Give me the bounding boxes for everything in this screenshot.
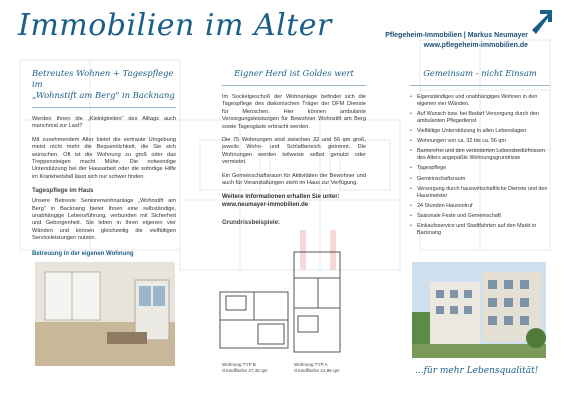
divider	[222, 85, 366, 86]
column-heading: Eigner Herd ist Goldes wert	[234, 68, 354, 78]
info-line: Weitere Informationen erhalten Sie unter:	[222, 194, 340, 201]
building-exterior-photo	[412, 262, 546, 358]
floorplan-type-b	[218, 290, 290, 352]
list-item: • Tagespflege	[410, 165, 550, 172]
list-item: • Wohnungen von ca. 32 bis ca. 56 qm	[410, 138, 550, 145]
plan-name: Wohnung TYP A	[294, 362, 328, 367]
feature-list	[410, 94, 550, 237]
brand-url: www.pflegeheim-immobilien.de	[423, 42, 528, 49]
slogan: ...für mehr Lebensqualität!	[415, 366, 539, 376]
column-eigener-herd	[222, 68, 366, 230]
brand-name: Pflegeheim-Immobilien | Markus Neumayer	[385, 32, 528, 39]
floorplan-label: Grundrissbeispiele:	[222, 219, 281, 227]
paragraph: Werden Ihnen die „Kleinigkeiten" des Alltags auch manchmal zur Last?	[32, 116, 176, 130]
paragraph: Unsere Betreute Seniorenwohnanlage „Wohnstift am Berg" in Backnang bietet Ihnen eine selbständige, unabhängige Lebensführung, verbunden mit Sicherheit und Geborgenheit. Sie leben in Ihren eigenen vier Wänden und können gleichzeitig die vielfältigen Serviceleistungen nutzen.	[32, 198, 176, 242]
brand-block	[385, 31, 528, 51]
paragraph: Im Sockelgeschoß der Wohnanlage befindet sich die Tagespflege des diakonischen Träger der DFM Dienste für Menschen. Hier können ambulante Versorgungsleistungen für Bewohner Wohnstift am Berg sowie Tagesgäste erbracht werden.	[222, 94, 366, 130]
apartment-interior-photo	[35, 262, 175, 366]
website-link[interactable]: www.neumayer-immobilien.de	[222, 202, 309, 209]
paragraph: Mit zunehmendem Alter bietet die vertraute Umgebung meist nicht mehr die Bequemlichkeit, die Sie sich wünschen. Oft ist die Wohnung zu groß oder das Treppensteigen macht Mühe. Die notwendige Unterstützung bei der Hausarbeit oder die sofortige Hilfe im Krankheitsfall lässt sich nur schwer finden.	[32, 136, 176, 180]
list-item: • Vielfältige Unterstützung in allen Lebenslagen	[410, 128, 550, 135]
list-item: • Eigenständiges und unabhängiges Wohnen in den eigenen vier Wänden.	[410, 94, 550, 108]
plan-name: Wohnung TYP B	[222, 362, 256, 367]
column-heading	[32, 68, 176, 101]
list-item: • Gemeinschaftsraum	[410, 176, 550, 183]
plan-area: Grundfläche 41,96 qm	[294, 368, 340, 373]
subheading: Tagespflege im Haus	[32, 187, 94, 195]
divider	[410, 85, 550, 86]
floorplan-a-caption	[294, 362, 339, 374]
heading-line: Betreutes Wohnen + Tagespflege im	[32, 68, 174, 89]
list-item: • Auf Wunsch bzw. bei Bedarf Versorgung durch den ambulanten Pflegedienst	[410, 111, 550, 125]
arrow-logo-icon	[528, 8, 556, 36]
paragraph: Ein Gemeinschaftsraum für Aktivitäten der Bewohner und auch für Veranstaltungen steht im Haus zur Verfügung.	[222, 172, 366, 187]
list-item: • Saisonale Feste und Gemeinschaft	[410, 213, 550, 220]
divider	[32, 107, 176, 108]
heading-line: „Wohnstift am Berg" in Backnang	[32, 90, 175, 100]
floorplan-type-a	[290, 248, 348, 358]
paragraph: Die 75 Wohnungen sind zwischen 32 und 56 qm groß, jeweils Wohn- und Schlafbereich getrennt. Die Wohnungen werden teilweise selbst genutzt oder vermietet.	[222, 137, 366, 166]
list-item: • 24 Stunden Hausnotruf	[410, 203, 550, 210]
info-block	[222, 193, 366, 209]
column-betreutes-wohnen	[32, 68, 176, 263]
plan-area: Grundfläche 47,48 qm	[222, 368, 268, 373]
section-label: Betreuung in der eigenen Wohnung	[32, 250, 134, 257]
page-title: Immobilien im Alter	[18, 8, 332, 43]
header	[0, 0, 566, 60]
list-item: • Einkaufsservice und Stadtfahrten auf den Markt in Backnang	[410, 223, 550, 237]
list-item: • Versorgung durch hauswirtschaftliche Dienste und den Hausmeister	[410, 186, 550, 200]
list-item: • Barrierefrei und den veränderten Lebensbedürfnissen des Alters angepaßte Wohnungsgrundrisse	[410, 148, 550, 162]
column-heading: Gemeinsam - nicht Einsam	[423, 68, 537, 78]
floorplan-b-caption	[222, 362, 267, 374]
column-gemeinsam	[410, 68, 550, 240]
